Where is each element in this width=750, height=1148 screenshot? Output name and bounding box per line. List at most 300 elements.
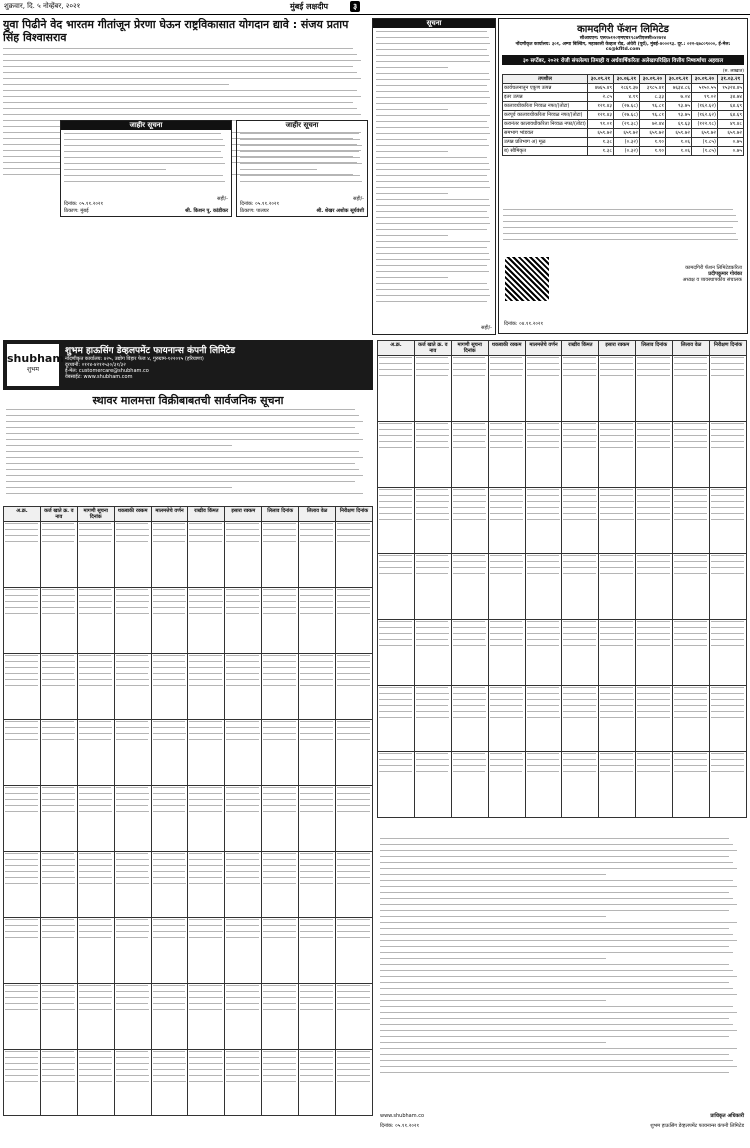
text-line [300, 1003, 333, 1004]
text-line [379, 363, 412, 364]
shubham-table-row [4, 720, 373, 786]
text-line [5, 607, 38, 608]
text-line [116, 529, 149, 530]
text-line [263, 529, 296, 530]
text-line [453, 759, 486, 760]
text-line [711, 375, 744, 376]
text-line [711, 765, 744, 766]
text-line [527, 567, 560, 568]
text-line [226, 607, 259, 608]
shubham-cell [114, 654, 151, 720]
text-line [153, 805, 186, 806]
text-line [226, 925, 259, 926]
text-line [189, 1063, 222, 1064]
text-line [490, 717, 523, 718]
text-line [226, 721, 259, 722]
shubham-cell [4, 654, 41, 720]
text-line [153, 655, 186, 656]
text-line [226, 877, 259, 878]
text-line [226, 793, 259, 794]
shubham-cell [599, 686, 636, 752]
text-line [116, 937, 149, 938]
text-line [380, 928, 729, 929]
text-line [711, 507, 744, 508]
text-line [226, 1069, 259, 1070]
text-line [79, 1069, 112, 1070]
text-line [637, 495, 670, 496]
text-line [527, 423, 560, 424]
text-line [42, 679, 75, 680]
text-line [263, 799, 296, 800]
shubham-column-header: मालमत्तेचे वर्णन [525, 341, 562, 356]
shubham-cell [151, 588, 188, 654]
text-line [153, 919, 186, 920]
text-line [490, 495, 523, 496]
shubham-company: शुभम हाऊसिंग डेव्हलपमेंट फायनान्स कंपनी लिमिटेड [65, 346, 236, 356]
text-line [453, 441, 486, 442]
text-line [380, 850, 737, 851]
text-line [711, 633, 744, 634]
text-line [79, 1009, 112, 1010]
text-line [376, 289, 489, 290]
text-line [79, 997, 112, 998]
text-line [527, 717, 560, 718]
shubham-cell [114, 984, 151, 1050]
shubham-email: ई-मेल: customercare@shubham.co [65, 368, 149, 374]
text-line [637, 435, 670, 436]
text-line [116, 853, 149, 854]
text-line [711, 645, 744, 646]
text-line [527, 573, 560, 574]
text-line [600, 567, 633, 568]
text-line [527, 693, 560, 694]
shubham-cell [562, 752, 599, 818]
text-line [189, 1009, 222, 1010]
text-line [563, 435, 596, 436]
text-line [5, 883, 38, 884]
text-line [711, 687, 744, 688]
text-line [416, 699, 449, 700]
text-line [5, 919, 38, 920]
text-line [376, 73, 489, 74]
text-line [42, 607, 75, 608]
text-line [153, 589, 186, 590]
notice-signature-1: सही/- [217, 196, 228, 202]
shubham-cell [599, 620, 636, 686]
text-line [637, 639, 670, 640]
text-line [527, 369, 560, 370]
notice-place-2: ठिकाण: पालघर [240, 208, 269, 214]
text-line [637, 513, 670, 514]
text-line [527, 489, 560, 490]
notice-title-2: जाहीर सूचना [285, 121, 319, 129]
kamadgiri-cell: १.१० [639, 147, 665, 156]
kamadgiri-cell: ४७६५.४९ [587, 84, 613, 93]
text-line [416, 753, 449, 754]
text-line [600, 435, 633, 436]
text-line [674, 759, 707, 760]
text-line [5, 685, 38, 686]
text-line [637, 357, 670, 358]
text-line [379, 489, 412, 490]
text-line [380, 1042, 606, 1043]
text-line [79, 721, 112, 722]
text-line [337, 535, 370, 536]
shubham-cell [151, 918, 188, 984]
text-line [226, 1051, 259, 1052]
shubham-cell [525, 356, 562, 422]
kamadgiri-cell: ६४.६९ [717, 111, 743, 120]
text-line [263, 925, 296, 926]
shubham-column-header: कर्ज खाते क्र. व नाव [40, 507, 77, 522]
text-line [263, 985, 296, 986]
shubham-cell [562, 422, 599, 488]
text-line [563, 705, 596, 706]
text-line [637, 423, 670, 424]
shubham-cell [710, 752, 747, 818]
text-line [42, 805, 75, 806]
shubham-cell [262, 1050, 299, 1116]
text-line [563, 771, 596, 772]
text-line [563, 639, 596, 640]
kamadgiri-column-header: ३०.०६.२१ [613, 75, 639, 84]
text-line [527, 435, 560, 436]
shubham-cell [77, 984, 114, 1050]
kamadgiri-cell: १२१.४३ [587, 102, 613, 111]
text-line [376, 127, 489, 128]
text-line [600, 423, 633, 424]
text-line [453, 429, 486, 430]
shubham-cell [299, 720, 336, 786]
text-line [563, 447, 596, 448]
text-line [337, 595, 370, 596]
text-line [226, 685, 259, 686]
text-line [563, 513, 596, 514]
text-line [711, 627, 744, 628]
shubham-cell [336, 786, 373, 852]
kamadgiri-cell: ६४.६९ [717, 102, 743, 111]
text-line [490, 645, 523, 646]
kamadgiri-cell: ९३.७५ [665, 102, 691, 111]
text-line [416, 621, 449, 622]
text-line [189, 859, 222, 860]
masthead-section: मुंबई लक्षदीप [290, 2, 329, 11]
text-line [600, 717, 633, 718]
text-line [226, 919, 259, 920]
text-line [376, 91, 489, 92]
shubham-cell [599, 422, 636, 488]
text-line [711, 753, 744, 754]
text-line [42, 937, 75, 938]
text-line [380, 856, 729, 857]
text-line [6, 481, 355, 482]
text-line [263, 793, 296, 794]
kamadgiri-cell: १.०६ [665, 138, 691, 147]
text-line [116, 733, 149, 734]
shubham-cell [262, 720, 299, 786]
shubham-cell [151, 984, 188, 1050]
shubham-cell [262, 786, 299, 852]
shubham-cell [525, 422, 562, 488]
text-line [5, 673, 38, 674]
text-line [527, 357, 560, 358]
text-line [416, 693, 449, 694]
text-line [376, 295, 490, 296]
text-line [379, 687, 412, 688]
text-line [189, 997, 222, 998]
shubham-cell [77, 852, 114, 918]
text-line [674, 363, 707, 364]
text-line [674, 705, 707, 706]
text-line [490, 759, 523, 760]
text-line [263, 607, 296, 608]
text-line [226, 727, 259, 728]
text-line [79, 1081, 112, 1082]
text-line [674, 561, 707, 562]
text-line [416, 765, 449, 766]
text-line [637, 627, 670, 628]
text-line [416, 441, 449, 442]
text-line [5, 667, 38, 668]
text-line [376, 61, 490, 62]
text-line [563, 507, 596, 508]
notice-title-3: सूचना [373, 19, 495, 28]
text-line [189, 613, 222, 614]
text-line [300, 667, 333, 668]
text-line [5, 793, 38, 794]
text-line [153, 721, 186, 722]
text-line [379, 753, 412, 754]
text-line [563, 519, 596, 520]
text-line [527, 621, 560, 622]
text-line [527, 501, 560, 502]
text-line [637, 447, 670, 448]
text-line [637, 693, 670, 694]
text-line [42, 1003, 75, 1004]
text-line [490, 705, 523, 706]
text-line [674, 495, 707, 496]
text-line [711, 771, 744, 772]
kamadgiri-row-label: ब) सौमिकृत [503, 147, 588, 156]
shubham-cell [262, 984, 299, 1050]
text-line [189, 985, 222, 986]
text-line [263, 595, 296, 596]
text-line [5, 589, 38, 590]
text-line [116, 655, 149, 656]
text-line [379, 627, 412, 628]
text-line [337, 679, 370, 680]
kamadgiri-column-header: ३०.०९.२१ [665, 75, 691, 84]
text-line [527, 687, 560, 688]
shubham-cell [225, 654, 262, 720]
text-line [116, 1057, 149, 1058]
text-line [263, 727, 296, 728]
shubham-cell [525, 686, 562, 752]
text-line [300, 877, 333, 878]
shubham-cell [225, 522, 262, 588]
shubham-cell [378, 686, 415, 752]
text-line [527, 429, 560, 430]
text-line [116, 721, 149, 722]
text-line [563, 717, 596, 718]
kamadgiri-cell: ५१५०.५५ [691, 84, 717, 93]
text-line [527, 699, 560, 700]
kamadgiri-column-header: ३०.०९.२१ [587, 75, 613, 84]
text-line [263, 589, 296, 590]
text-line [263, 1063, 296, 1064]
text-line [263, 661, 296, 662]
shubham-column-header: लिलाव वेळ [673, 341, 710, 356]
text-line [300, 787, 333, 788]
text-line [674, 519, 707, 520]
text-line [337, 877, 370, 878]
text-line [64, 169, 166, 170]
kamadgiri-cell: ३४.७४ [717, 93, 743, 102]
text-line [453, 519, 486, 520]
text-line [337, 859, 370, 860]
text-line [490, 357, 523, 358]
shubham-table-row [4, 588, 373, 654]
text-line [379, 429, 412, 430]
shubham-cell [451, 686, 488, 752]
text-line [380, 916, 606, 917]
text-line [600, 447, 633, 448]
text-line [337, 607, 370, 608]
shubham-cell [188, 654, 225, 720]
text-line [263, 853, 296, 854]
text-line [3, 96, 361, 97]
text-line [226, 589, 259, 590]
text-line [116, 865, 149, 866]
text-line [637, 369, 670, 370]
text-line [380, 904, 737, 905]
text-line [416, 363, 449, 364]
shubham-cell [114, 786, 151, 852]
text-line [263, 787, 296, 788]
text-line [42, 793, 75, 794]
shubham-cell [414, 554, 451, 620]
text-line [376, 145, 489, 146]
text-line [300, 1063, 333, 1064]
text-line [453, 501, 486, 502]
text-line [42, 997, 75, 998]
text-line [674, 639, 707, 640]
text-line [453, 555, 486, 556]
text-line [153, 595, 186, 596]
text-line [416, 495, 449, 496]
shubham-cell [336, 852, 373, 918]
text-line [226, 733, 259, 734]
text-line [563, 621, 596, 622]
text-line [263, 733, 296, 734]
text-line [490, 633, 523, 634]
text-line [79, 991, 112, 992]
text-line [503, 239, 738, 240]
text-line [490, 513, 523, 514]
shubham-cell [188, 720, 225, 786]
text-line [5, 661, 38, 662]
shubham-cell [188, 918, 225, 984]
text-line [226, 529, 259, 530]
shubham-cell [114, 720, 151, 786]
shubham-cell [225, 852, 262, 918]
shubham-column-header: मागणी सूचना दिनांक [77, 507, 114, 522]
text-line [527, 519, 560, 520]
text-line [637, 765, 670, 766]
text-line [379, 435, 412, 436]
text-line [376, 211, 487, 212]
text-line [263, 937, 296, 938]
text-line [337, 685, 370, 686]
shubham-cell [673, 620, 710, 686]
notice-place-1: ठिकाण: मुंबई [64, 208, 89, 214]
text-line [5, 535, 38, 536]
text-line [376, 133, 490, 134]
shubham-footer-web[interactable]: www.shubham.co [380, 1113, 425, 1119]
shubham-table-right [377, 340, 747, 835]
text-line [226, 1075, 259, 1076]
kamadgiri-footer-date: दिनांक: ०४.११.२०२१ [504, 321, 544, 327]
text-line [379, 555, 412, 556]
text-line [337, 805, 370, 806]
text-line [503, 215, 736, 216]
text-line [79, 865, 112, 866]
text-line [263, 535, 296, 536]
text-line [637, 621, 670, 622]
text-line [153, 607, 186, 608]
text-line [416, 429, 449, 430]
text-line [263, 1069, 296, 1070]
kamadgiri-cell: ७६३४.८६ [665, 84, 691, 93]
text-line [600, 627, 633, 628]
text-line [153, 991, 186, 992]
shubham-cell [77, 720, 114, 786]
masthead-page-number: ३ [350, 1, 360, 12]
text-line [189, 535, 222, 536]
text-line [453, 447, 486, 448]
text-line [503, 227, 733, 228]
text-line [79, 1003, 112, 1004]
text-line [226, 739, 259, 740]
shubham-phone: दूरध्वनी: ०१२४-४२१२५३०/३१/३२ [65, 362, 126, 368]
text-line [3, 108, 357, 109]
text-line [116, 793, 149, 794]
text-line [711, 519, 744, 520]
text-line [527, 441, 560, 442]
shubham-cell [114, 588, 151, 654]
shubham-column-header: अ.क्र. [378, 341, 415, 356]
text-line [79, 541, 112, 542]
text-line [379, 759, 412, 760]
text-line [674, 507, 707, 508]
text-line [600, 561, 633, 562]
text-line [674, 441, 707, 442]
text-line [600, 489, 633, 490]
text-line [376, 79, 490, 80]
text-line [3, 102, 353, 103]
shubham-table-row [378, 422, 747, 488]
text-line [226, 613, 259, 614]
text-line [711, 705, 744, 706]
text-line [42, 1051, 75, 1052]
shubham-cell [40, 852, 77, 918]
text-line [527, 639, 560, 640]
text-line [189, 595, 222, 596]
text-line [380, 964, 729, 965]
text-line [337, 673, 370, 674]
text-line [300, 589, 333, 590]
text-line [300, 919, 333, 920]
